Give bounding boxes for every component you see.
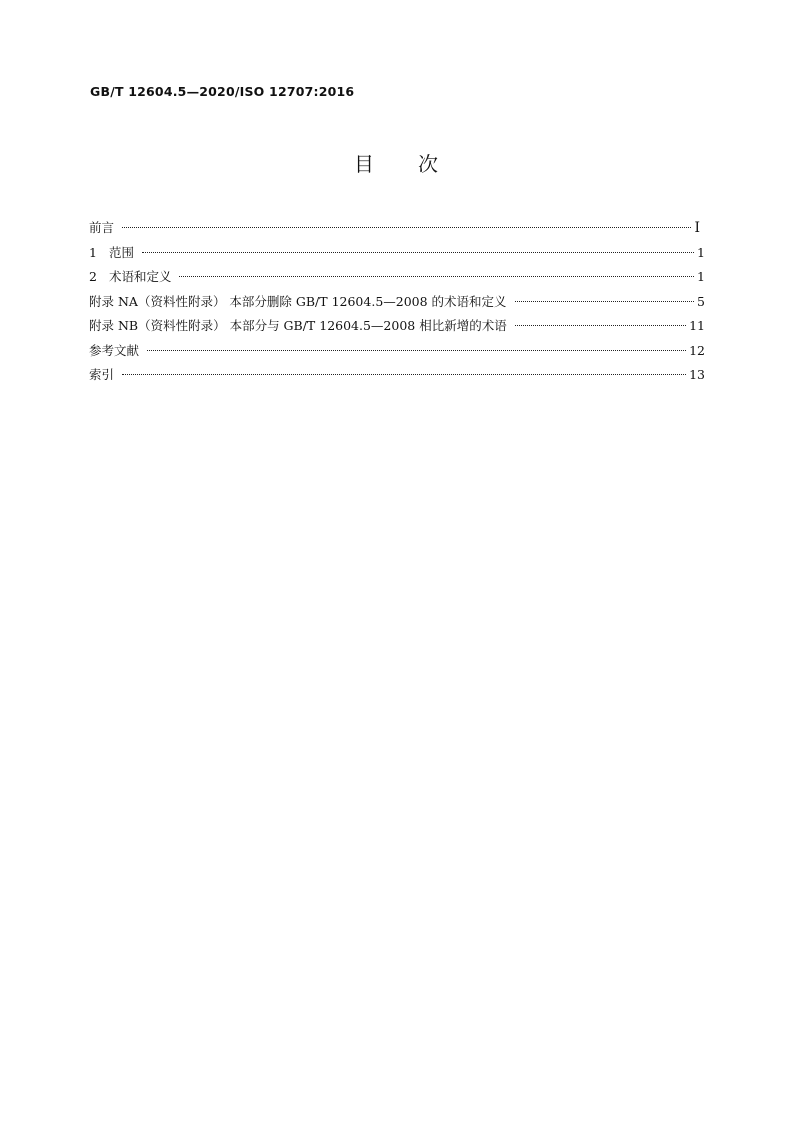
toc-dot-leader — [122, 227, 691, 228]
toc-entry-number: 1 — [89, 244, 97, 260]
toc-dot-leader — [515, 325, 686, 326]
page-title-first-char: 目 — [354, 152, 376, 176]
toc-dot-leader — [515, 301, 694, 302]
toc-entry-label: 参考文献 — [89, 342, 140, 358]
toc-dot-leader — [179, 276, 694, 277]
toc-entry-label: 前言 — [89, 220, 115, 235]
toc-entry-foreword[interactable] — [89, 216, 705, 241]
toc-entry-label: 索引 — [89, 367, 115, 382]
toc-entry-text: 范围 — [108, 244, 134, 260]
toc-entry-number: 2 — [89, 269, 97, 284]
toc-entry-label — [89, 265, 171, 290]
toc-entry-index[interactable] — [89, 363, 705, 388]
toc-page-number: 1 — [697, 244, 705, 260]
toc-entry-text: 术语和定义 — [108, 269, 172, 284]
toc-entry-label — [89, 241, 134, 266]
toc-entry-annex-nb[interactable] — [89, 314, 705, 339]
table-of-contents — [89, 216, 705, 388]
toc-page-number: 11 — [689, 318, 705, 333]
toc-page-number: I — [694, 220, 700, 236]
toc-entry-terms[interactable] — [89, 265, 705, 290]
toc-page-number: 1 — [697, 269, 705, 284]
toc-entry-label: 附录 NA（资料性附录） 本部分删除 GB/T 12604.5—2008 的术语和定义 — [89, 293, 507, 309]
toc-entry-bibliography[interactable] — [89, 339, 705, 364]
toc-dot-leader — [122, 374, 686, 375]
toc-page-number: 5 — [697, 293, 705, 309]
page-title-second-char: 次 — [418, 152, 440, 176]
toc-page-number: 13 — [689, 367, 705, 382]
standard-code-header: GB/T 12604.5—2020/ISO 12707:2016 — [90, 84, 355, 99]
toc-page-number: 12 — [689, 342, 705, 358]
page-title — [0, 152, 794, 176]
toc-dot-leader — [147, 350, 686, 351]
toc-entry-annex-na[interactable] — [89, 290, 705, 315]
toc-entry-label: 附录 NB（资料性附录） 本部分与 GB/T 12604.5—2008 相比新增的术语 — [89, 318, 507, 333]
toc-entry-scope[interactable] — [89, 241, 705, 266]
toc-dot-leader — [142, 252, 694, 253]
